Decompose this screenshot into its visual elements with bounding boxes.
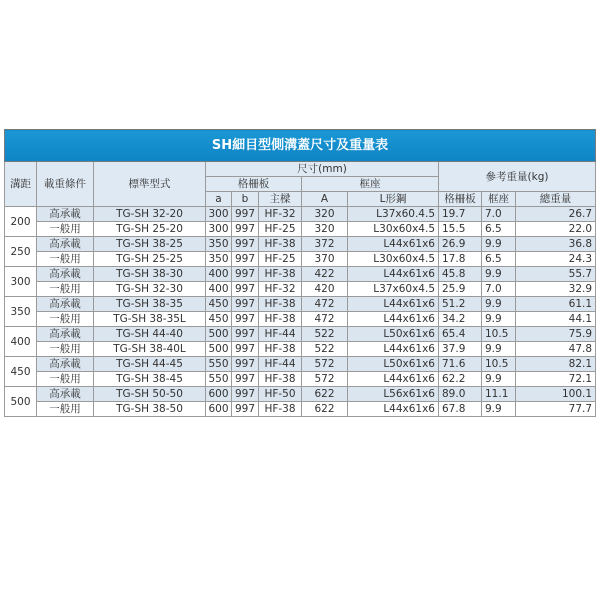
cell-weight-grating: 15.5 xyxy=(439,222,482,237)
cell-weight-grating: 67.8 xyxy=(439,402,482,417)
cell-spacing: 500 xyxy=(5,387,37,417)
header-main-bar: 主樑 xyxy=(259,192,302,207)
cell-b: 997 xyxy=(232,207,259,222)
table-row xyxy=(5,252,596,267)
cell-b: 997 xyxy=(232,372,259,387)
cell-angle-steel: L56x61x6 xyxy=(348,387,439,402)
cell-weight-grating: 65.4 xyxy=(439,327,482,342)
cell-load-condition: 一般用 xyxy=(37,282,94,297)
cell-weight-grating: 89.0 xyxy=(439,387,482,402)
cell-weight-grating: 26.9 xyxy=(439,237,482,252)
cell-weight-total: 75.9 xyxy=(516,327,596,342)
cell-weight-total: 55.7 xyxy=(516,267,596,282)
cell-weight-total: 26.7 xyxy=(516,207,596,222)
cell-weight-frame: 9.9 xyxy=(482,237,516,252)
cell-weight-frame: 6.5 xyxy=(482,222,516,237)
cell-load-condition: 高承載 xyxy=(37,327,94,342)
cell-A: 522 xyxy=(302,327,348,342)
cell-standard-model: TG-SH 38-35 xyxy=(94,297,206,312)
cell-weight-grating: 19.7 xyxy=(439,207,482,222)
cell-standard-model: TG-SH 25-25 xyxy=(94,252,206,267)
cell-weight-frame: 9.9 xyxy=(482,267,516,282)
header-A: A xyxy=(302,192,348,207)
cell-A: 320 xyxy=(302,222,348,237)
cell-main-bar: HF-38 xyxy=(259,372,302,387)
cell-b: 997 xyxy=(232,237,259,252)
cell-weight-frame: 9.9 xyxy=(482,312,516,327)
header-grating: 格柵板 xyxy=(206,177,302,192)
table-body xyxy=(5,207,596,417)
cell-angle-steel: L50x61x6 xyxy=(348,327,439,342)
cell-standard-model: TG-SH 44-45 xyxy=(94,357,206,372)
cell-a: 550 xyxy=(206,372,232,387)
cell-A: 420 xyxy=(302,282,348,297)
cell-weight-frame: 9.9 xyxy=(482,297,516,312)
cell-weight-frame: 6.5 xyxy=(482,252,516,267)
cell-weight-frame: 10.5 xyxy=(482,357,516,372)
table-row xyxy=(5,237,596,252)
cell-b: 997 xyxy=(232,282,259,297)
cell-main-bar: HF-25 xyxy=(259,222,302,237)
cell-spacing: 350 xyxy=(5,297,37,327)
cell-spacing: 250 xyxy=(5,237,37,267)
cell-angle-steel: L37x60x4.5 xyxy=(348,282,439,297)
cell-angle-steel: L44x61x6 xyxy=(348,372,439,387)
header-a: a xyxy=(206,192,232,207)
cell-load-condition: 高承載 xyxy=(37,207,94,222)
cell-standard-model: TG-SH 44-40 xyxy=(94,327,206,342)
cell-a: 400 xyxy=(206,282,232,297)
cell-A: 522 xyxy=(302,342,348,357)
cell-b: 997 xyxy=(232,267,259,282)
cell-main-bar: HF-38 xyxy=(259,402,302,417)
cell-angle-steel: L30x60x4.5 xyxy=(348,222,439,237)
cell-angle-steel: L50x61x6 xyxy=(348,357,439,372)
table-row xyxy=(5,267,596,282)
cell-standard-model: TG-SH 38-25 xyxy=(94,237,206,252)
cell-main-bar: HF-25 xyxy=(259,252,302,267)
table-row xyxy=(5,312,596,327)
table-row xyxy=(5,372,596,387)
cell-load-condition: 高承載 xyxy=(37,357,94,372)
cell-weight-frame: 9.9 xyxy=(482,342,516,357)
cell-main-bar: HF-44 xyxy=(259,357,302,372)
table-row xyxy=(5,402,596,417)
cell-load-condition: 高承載 xyxy=(37,267,94,282)
cell-weight-total: 47.8 xyxy=(516,342,596,357)
cell-weight-grating: 37.9 xyxy=(439,342,482,357)
cell-standard-model: TG-SH 32-20 xyxy=(94,207,206,222)
cell-weight-frame: 9.9 xyxy=(482,372,516,387)
cell-standard-model: TG-SH 38-45 xyxy=(94,372,206,387)
cell-a: 300 xyxy=(206,222,232,237)
cell-weight-grating: 45.8 xyxy=(439,267,482,282)
cell-weight-frame: 7.0 xyxy=(482,207,516,222)
cell-A: 422 xyxy=(302,267,348,282)
cell-angle-steel: L44x61x6 xyxy=(348,237,439,252)
header-standard-model: 標準型式 xyxy=(94,162,206,207)
cell-a: 550 xyxy=(206,357,232,372)
table-row xyxy=(5,207,596,222)
cell-A: 622 xyxy=(302,402,348,417)
cell-b: 997 xyxy=(232,342,259,357)
cell-standard-model: TG-SH 25-20 xyxy=(94,222,206,237)
cell-main-bar: HF-38 xyxy=(259,237,302,252)
cell-A: 370 xyxy=(302,252,348,267)
cell-A: 320 xyxy=(302,207,348,222)
cell-weight-grating: 62.2 xyxy=(439,372,482,387)
cell-b: 997 xyxy=(232,402,259,417)
cell-a: 350 xyxy=(206,237,232,252)
cell-b: 997 xyxy=(232,312,259,327)
cell-weight-total: 72.1 xyxy=(516,372,596,387)
cell-weight-frame: 10.5 xyxy=(482,327,516,342)
cell-a: 450 xyxy=(206,312,232,327)
cell-load-condition: 一般用 xyxy=(37,342,94,357)
cell-spacing: 300 xyxy=(5,267,37,297)
cell-load-condition: 一般用 xyxy=(37,402,94,417)
cell-weight-frame: 7.0 xyxy=(482,282,516,297)
cell-angle-steel: L44x61x6 xyxy=(348,342,439,357)
cell-A: 622 xyxy=(302,387,348,402)
cell-load-condition: 高承載 xyxy=(37,387,94,402)
cell-weight-total: 32.9 xyxy=(516,282,596,297)
cell-angle-steel: L44x61x6 xyxy=(348,402,439,417)
cell-b: 997 xyxy=(232,387,259,402)
cell-main-bar: HF-38 xyxy=(259,297,302,312)
cell-a: 500 xyxy=(206,342,232,357)
table-row xyxy=(5,387,596,402)
header-ref-weight: 參考重量(kg) xyxy=(439,162,596,192)
cell-main-bar: HF-38 xyxy=(259,267,302,282)
cell-main-bar: HF-38 xyxy=(259,312,302,327)
table-row xyxy=(5,282,596,297)
cell-load-condition: 高承載 xyxy=(37,297,94,312)
cell-A: 472 xyxy=(302,312,348,327)
cell-angle-steel: L30x60x4.5 xyxy=(348,252,439,267)
cell-weight-grating: 34.2 xyxy=(439,312,482,327)
cell-spacing: 400 xyxy=(5,327,37,357)
cell-weight-total: 100.1 xyxy=(516,387,596,402)
header-load-condition: 載重條件 xyxy=(37,162,94,207)
cell-A: 472 xyxy=(302,297,348,312)
header-frame: 框座 xyxy=(302,177,439,192)
header-weight-grating: 格柵板 xyxy=(439,192,482,207)
header-weight-frame: 框座 xyxy=(482,192,516,207)
cell-weight-total: 82.1 xyxy=(516,357,596,372)
cell-spacing: 450 xyxy=(5,357,37,387)
cell-weight-grating: 25.9 xyxy=(439,282,482,297)
table-row xyxy=(5,222,596,237)
cell-weight-total: 77.7 xyxy=(516,402,596,417)
cell-weight-total: 44.1 xyxy=(516,312,596,327)
cell-standard-model: TG-SH 38-40L xyxy=(94,342,206,357)
cell-angle-steel: L44x61x6 xyxy=(348,312,439,327)
cell-A: 572 xyxy=(302,372,348,387)
cell-load-condition: 一般用 xyxy=(37,372,94,387)
cell-load-condition: 一般用 xyxy=(37,222,94,237)
cell-standard-model: TG-SH 50-50 xyxy=(94,387,206,402)
cell-angle-steel: L44x61x6 xyxy=(348,297,439,312)
table-row xyxy=(5,327,596,342)
header-spacing: 溝距 xyxy=(5,162,37,207)
header-angle-steel: L形鋼 xyxy=(348,192,439,207)
cell-standard-model: TG-SH 38-35L xyxy=(94,312,206,327)
cell-angle-steel: L37x60.4.5 xyxy=(348,207,439,222)
table-title: SH細目型側溝蓋尺寸及重量表 xyxy=(5,130,596,162)
table-row xyxy=(5,297,596,312)
cell-spacing: 200 xyxy=(5,207,37,237)
cell-weight-total: 36.8 xyxy=(516,237,596,252)
cell-weight-total: 24.3 xyxy=(516,252,596,267)
cell-main-bar: HF-38 xyxy=(259,342,302,357)
cell-angle-steel: L44x61x6 xyxy=(348,267,439,282)
cell-a: 400 xyxy=(206,267,232,282)
cell-b: 997 xyxy=(232,252,259,267)
cell-standard-model: TG-SH 38-50 xyxy=(94,402,206,417)
cell-A: 372 xyxy=(302,237,348,252)
cell-main-bar: HF-44 xyxy=(259,327,302,342)
table-row xyxy=(5,357,596,372)
cell-a: 600 xyxy=(206,387,232,402)
cell-a: 500 xyxy=(206,327,232,342)
table-row xyxy=(5,342,596,357)
spec-table xyxy=(4,129,596,417)
cell-a: 600 xyxy=(206,402,232,417)
cell-weight-total: 61.1 xyxy=(516,297,596,312)
cell-A: 572 xyxy=(302,357,348,372)
header-weight-total: 總重量 xyxy=(516,192,596,207)
cell-weight-grating: 51.2 xyxy=(439,297,482,312)
cell-main-bar: HF-32 xyxy=(259,282,302,297)
cell-weight-frame: 11.1 xyxy=(482,387,516,402)
cell-b: 997 xyxy=(232,297,259,312)
cell-load-condition: 高承載 xyxy=(37,237,94,252)
cell-weight-grating: 71.6 xyxy=(439,357,482,372)
cell-standard-model: TG-SH 38-30 xyxy=(94,267,206,282)
cell-load-condition: 一般用 xyxy=(37,252,94,267)
cell-b: 997 xyxy=(232,327,259,342)
cell-load-condition: 一般用 xyxy=(37,312,94,327)
header-dimensions: 尺寸(mm) xyxy=(206,162,439,177)
cell-a: 350 xyxy=(206,252,232,267)
cell-weight-total: 22.0 xyxy=(516,222,596,237)
cell-b: 997 xyxy=(232,357,259,372)
cell-weight-frame: 9.9 xyxy=(482,402,516,417)
cell-main-bar: HF-50 xyxy=(259,387,302,402)
cell-main-bar: HF-32 xyxy=(259,207,302,222)
header-b: b xyxy=(232,192,259,207)
cell-standard-model: TG-SH 32-30 xyxy=(94,282,206,297)
cell-a: 450 xyxy=(206,297,232,312)
cell-weight-grating: 17.8 xyxy=(439,252,482,267)
cell-b: 997 xyxy=(232,222,259,237)
cell-a: 300 xyxy=(206,207,232,222)
